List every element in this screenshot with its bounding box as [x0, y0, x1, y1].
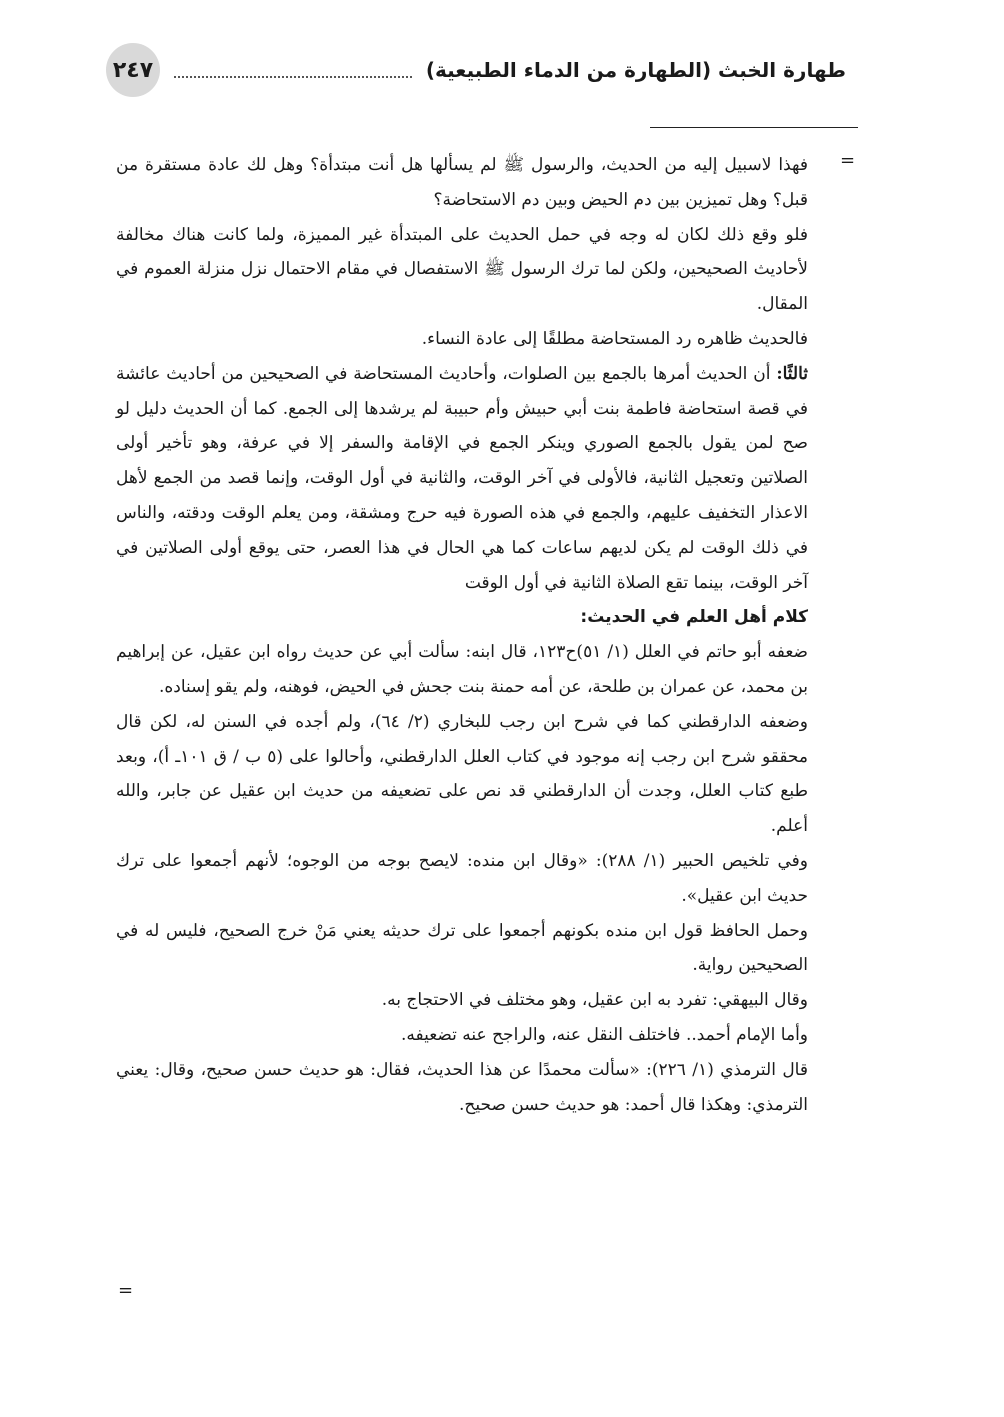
paragraph-7: وضعفه الدارقطني كما في شرح ابن رجب للبخاري (٢/ ٦٤)، ولم أجده في السنن له، لكن قال محققو شرح ابن رجب إنه موجود في كتاب العلل الدارقطني، وأحالوا على (٥ ب / ق ١٠١ـ أ)، وبعد طبع كتاب العلل، وجدت أن الدارقطني قد نص على تضعيفه من حديث ابن عقيل عن جابر، والله أعلم.	[116, 711, 809, 837]
paragraph-8: وفي تلخيص الحبير (١/ ٢٨٨): «وقال ابن منده: لايصح بوجه من الوجوه؛ لأنهم أجمعوا على ترك حديث ابن عقيل».	[116, 850, 809, 906]
paragraph-4-text: أن الحديث أمرها بالجمع بين الصلوات، وأحاديث المستحاضة في الصحيحين من أحاديث عائشة في قصة استحاضة فاطمة بنت أبي حبيش وأم حبيبة لم يرشدها إلى الجمع. كما أن الحديث دليل لو صح لمن يقول بالجمع الصوري وينكر الجمع في الإقامة والسفر إلا في عرفة، وهو تأخير أولى الصلاتين وتعجيل الثانية، فالأولى في آخر الوقت، والثانية في أول الوقت، وإنما قصد من الجمع لأهل الاعذار التخفيف عليهم، والجمع في هذه الصورة فيه حرج ومشقة، ومن يعلم الوقت ودقته، والناس في ذلك الوقت لم يكن لديهم ساعات كما هي الحال في هذا العصر، حتى يوقع أولى الصلاتين في آخر الوقت، بينما تقع الصلاة الثانية في أول الوقت	[116, 363, 808, 593]
header-dotted-leader	[174, 62, 412, 78]
continuation-mark-top: =	[840, 150, 856, 171]
paragraph-3: فالحديث ظاهره رد المستحاضة مطلقًا إلى عادة النساء.	[421, 328, 808, 349]
paragraph-4	[116, 357, 808, 601]
running-title: طهارة الخبث (الطهارة من الدماء الطبيعية)	[425, 58, 846, 82]
paragraph-9: وحمل الحافظ قول ابن منده بكونهم أجمعوا على ترك حديثه يعني مَنْ خرج الصحيح، فليس له في الصحيحين رواية.	[116, 920, 808, 976]
section-heading: كلام أهل العلم في الحديث:	[580, 607, 808, 628]
page-number-badge: ٢٤٧	[106, 43, 160, 97]
footnote-body	[116, 148, 808, 1122]
paragraph-2: فلو وقع ذلك لكان له وجه في حمل الحديث على المبتدأة غير المميزة، ولما كانت هناك مخالفة لأحاديث الصحيحين، ولكن لما ترك الرسول ﷺ الاستفصال في مقام الاحتمال نزل منزلة العموم في المقال.	[116, 224, 808, 315]
paragraph-1: فهذا لاسبيل إليه من الحديث، والرسول ﷺ لم يسألها هل أنت مبتدأة؟ وهل لك عادة مستقرة من قبل؟ وهل تميزين بين دم الحيض وبين دم الاستحاضة؟	[116, 155, 808, 210]
page-header	[106, 42, 846, 98]
paragraph-4-lead: ثالثًا:	[776, 363, 808, 384]
paragraph-12: قال الترمذي (١/ ٢٢٦): «سألت محمدًا عن هذا الحديث، فقال: هو حديث حسن صحيح، وقال: يعني الترمذي: وهكذا قال أحمد: هو حديث حسن صحيح.	[116, 1059, 808, 1115]
paragraph-6: ضعفه أبو حاتم في العلل (١/ ٥١)ح١٢٣، قال ابنه: سألت أبي عن حديث رواه ابن عقيل، عن إبراهيم بن محمد، عن عمران بن طلحة، عن أمه حمنة بنت جحش في الحيض، فوهنه، ولم يقو إسناده.	[116, 642, 808, 697]
paragraph-10: وقال البيهقي: تفرد به ابن عقيل، وهو مختلف في الاحتجاج به.	[381, 990, 808, 1011]
continuation-mark-bottom: =	[118, 1280, 134, 1301]
paragraph-11: وأما الإمام أحمد.. فاختلف النقل عنه، والراجح عنه تضعيفه.	[400, 1024, 808, 1045]
footnote-rule	[650, 127, 858, 128]
